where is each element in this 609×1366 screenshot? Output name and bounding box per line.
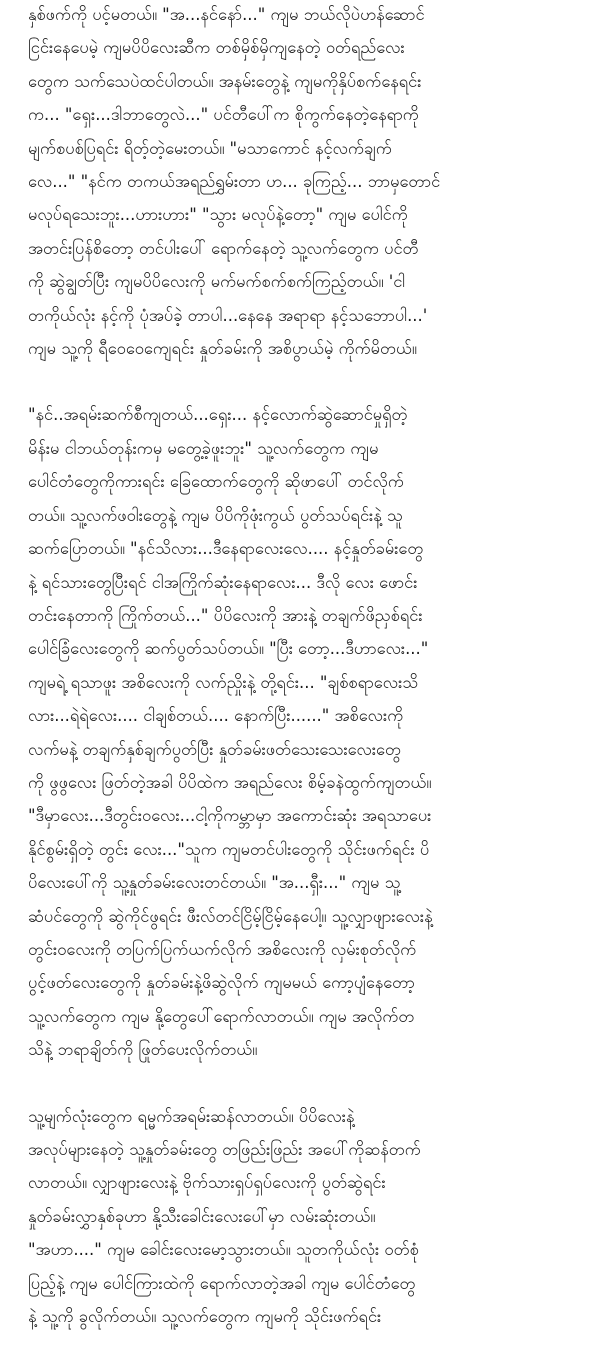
paragraph-2: "နင်..အရမ်းဆက်စီကျတယ်...ရှေး... နင့်လောက်ဆွဲဆောင်မှုရှိတဲ့ မိန်းမ ငါဘယ်တုန်းကမှ မတွေ့ခဲ့ဖူးဘူး" သူ့လက်တွေက ကျမ ပေါင်တံတွေကိုကားရင်း ခြေထောက်တွေကို ဆိုဖာပေါ် တင်လိုက် တယ်။ သူ့လက်ဖဝါးတွေနဲ့ ကျမ ပိပိကိုဖုံးကွယ် ပွတ်သပ်ရင်းနဲ့ သူ ဆက်ပြောတယ်။ "နင်သိလား...ဒီနေရာလေးလေ.... နင့်နှုတ်ခမ်းတွေ နဲ့ ရင်သားတွေပြီးရင် ငါအကြိုက်ဆုံးနေရာလေး... ဒီလို လေး ဖောင်း တင်းနေတာကို ကြိုက်တယ်..." ပိပိလေးကို အားနဲ့ တချက်ဖိညှစ်ရင်း ပေါင်ခြံလေးတွေကို ဆက်ပွတ်သပ်တယ်။ "ပြီး တော့...ဒီဟာလေး..." ကျမရဲ့ ရသာဖူး အစိလေးကို လက်ညှိုးနဲ့ တို့ရင်း... "ချစ်စရာလေးသိ လား...ရဲရဲလေး.... ငါချစ်တယ်.... နောက်ပြီး......" အစိလေးကို လက်မနဲ့ တချက်နှစ်ချက်ပွတ်ပြီး နှုတ်ခမ်းဖတ်သေးသေးလေးတွေ ကို ဖွဖွလေး ဖြတ်တဲ့အခါ ပိပိထဲက အရည်လေး စိမ့်ခနဲထွက်ကျတယ်။ "ဒီမှာလေး...ဒီတွင်းဝလေး...ငါ့ကိုကမ္ဘာမှာ အကောင်းဆုံး အရသာပေး နိုင်စွမ်းရှိတဲ့ တွင်း လေး..."သူက ကျမတင်ပါးတွေကို သိုင်းဖက်ရင်း ပိ ပိလေးပေါ်ကို သူ့နှုတ်ခမ်းလေးတင်တယ်။ "အ...ရှီး..." ကျမ သူ့ ဆံပင်တွေကို ဆွဲကိုင်ဖွရင်း ဖီးလ်တင်ငြိမ့်ငြိမ့်နေပေါ့။ သူ့လျှာဖျားလေးနဲ့ တွင်းဝလေးကို တပြက်ပြက်ယက်လိုက် အစိလေးကို လှမ်းစုတ်လိုက် ပွင့်ဖတ်လေးတွေကို နှုတ်ခမ်းနဲ့ဖိဆွဲလိုက် ကျမမယ် ကော့ပျံနေတော့ သူ့လက်တွေက ကျမ နို့တွေပေါ်ရောက်လာတယ်။ ကျမ အလိုက်တ သိနဲ့ ဘရာချိတ်ကို ဖြုတ်ပေးလိုက်တယ်။ bbox=[28, 405, 433, 1060]
paragraph-3: သူ့မျက်လုံးတွေက ရမ္မက်အရမ်းဆန်လာတယ်။ ပိပိလေးနဲ့ အလုပ်များနေတဲ့ သူ့နှုတ်ခမ်းတွေ တဖြည်းဖြည်း အပေါ်ကိုဆန်တက် လာတယ်။ လျှာဖျားလေးနဲ့ ဗိုက်သားရှပ်ရှပ်လေးကို ပွတ်ဆွဲရင်း နှုတ်ခမ်းလွှာနှစ်ခုဟာ နို့သီးခေါင်းလေးပေါ်မှာ လမ်းဆုံးတယ်။ "အဟာ...." ကျမ ခေါင်းလေးမော့သွားတယ်။ သူတကိုယ်လုံး ဝတ်စုံ ပြည့်နဲ့ ကျမ ပေါင်ကြားထဲကို ရောက်လာတဲ့အခါ ကျမ ပေါင်တံတွေ နဲ့ သူ့ကို ခွလိုက်တယ်။ သူ့လက်တွေက ကျမကို သိုင်းဖက်ရင်း bbox=[28, 1106, 421, 1327]
paragraph-1: နှစ်ဖက်ကို ပင့်မတယ်။ "အ...နင်နော်..." ကျမ ဘယ်လိုပဲဟန်ဆောင် ငြင်းနေပေမဲ့ ကျမပိပိလေးဆီက တစ်မှိစ်မှိကျနေတဲ့ ဝတ်ရည်လေး တွေက သက်သေပဲထင်ပါတယ်။ အနမ်းတွေနဲ့ ကျမကိုနှိပ်စက်နေရင်း က... "ရှေး...ဒါဘာတွေလဲ..." ပင်တီပေါ်က စိုကွက်နေတဲ့နေရာကို မျက်စပစ်ပြရင်း ရိတ့်တဲ့မေးတယ်။ "မသာကောင် နင့်လက်ချက် လေ..." "နင်က တကယ်အရည်ရွှမ်းတာ ဟ... ခုကြည့်... ဘာမှတောင် မလုပ်ရသေးဘူး...ဟားဟား" "သွား မလုပ်နဲ့တော့" ကျမ ပေါင်ကို အတင်းပြန်စိတော့ တင်ပါးပေါ် ရောက်နေတဲ့ သူ့လက်တွေက ပင်တီ ကို ဆွဲချွတ်ပြီး ကျမပိပိလေးကို မက်မက်စက်စက်ကြည့်တယ်။ 'ငါ တကိုယ်လုံး နင့်ကို ပုံအပ်ခဲ့ တာပါ...နေနေ အရာရာ နင့်သဘောပါ...' ကျမ သူ့ကို ရီဝေဝေကျေရင်း နှုတ်ခမ်းကို အစိပွာယ်မဲ့ ကိုက်မိတယ်။ bbox=[28, 5, 441, 359]
article-body bbox=[28, 0, 593, 1366]
